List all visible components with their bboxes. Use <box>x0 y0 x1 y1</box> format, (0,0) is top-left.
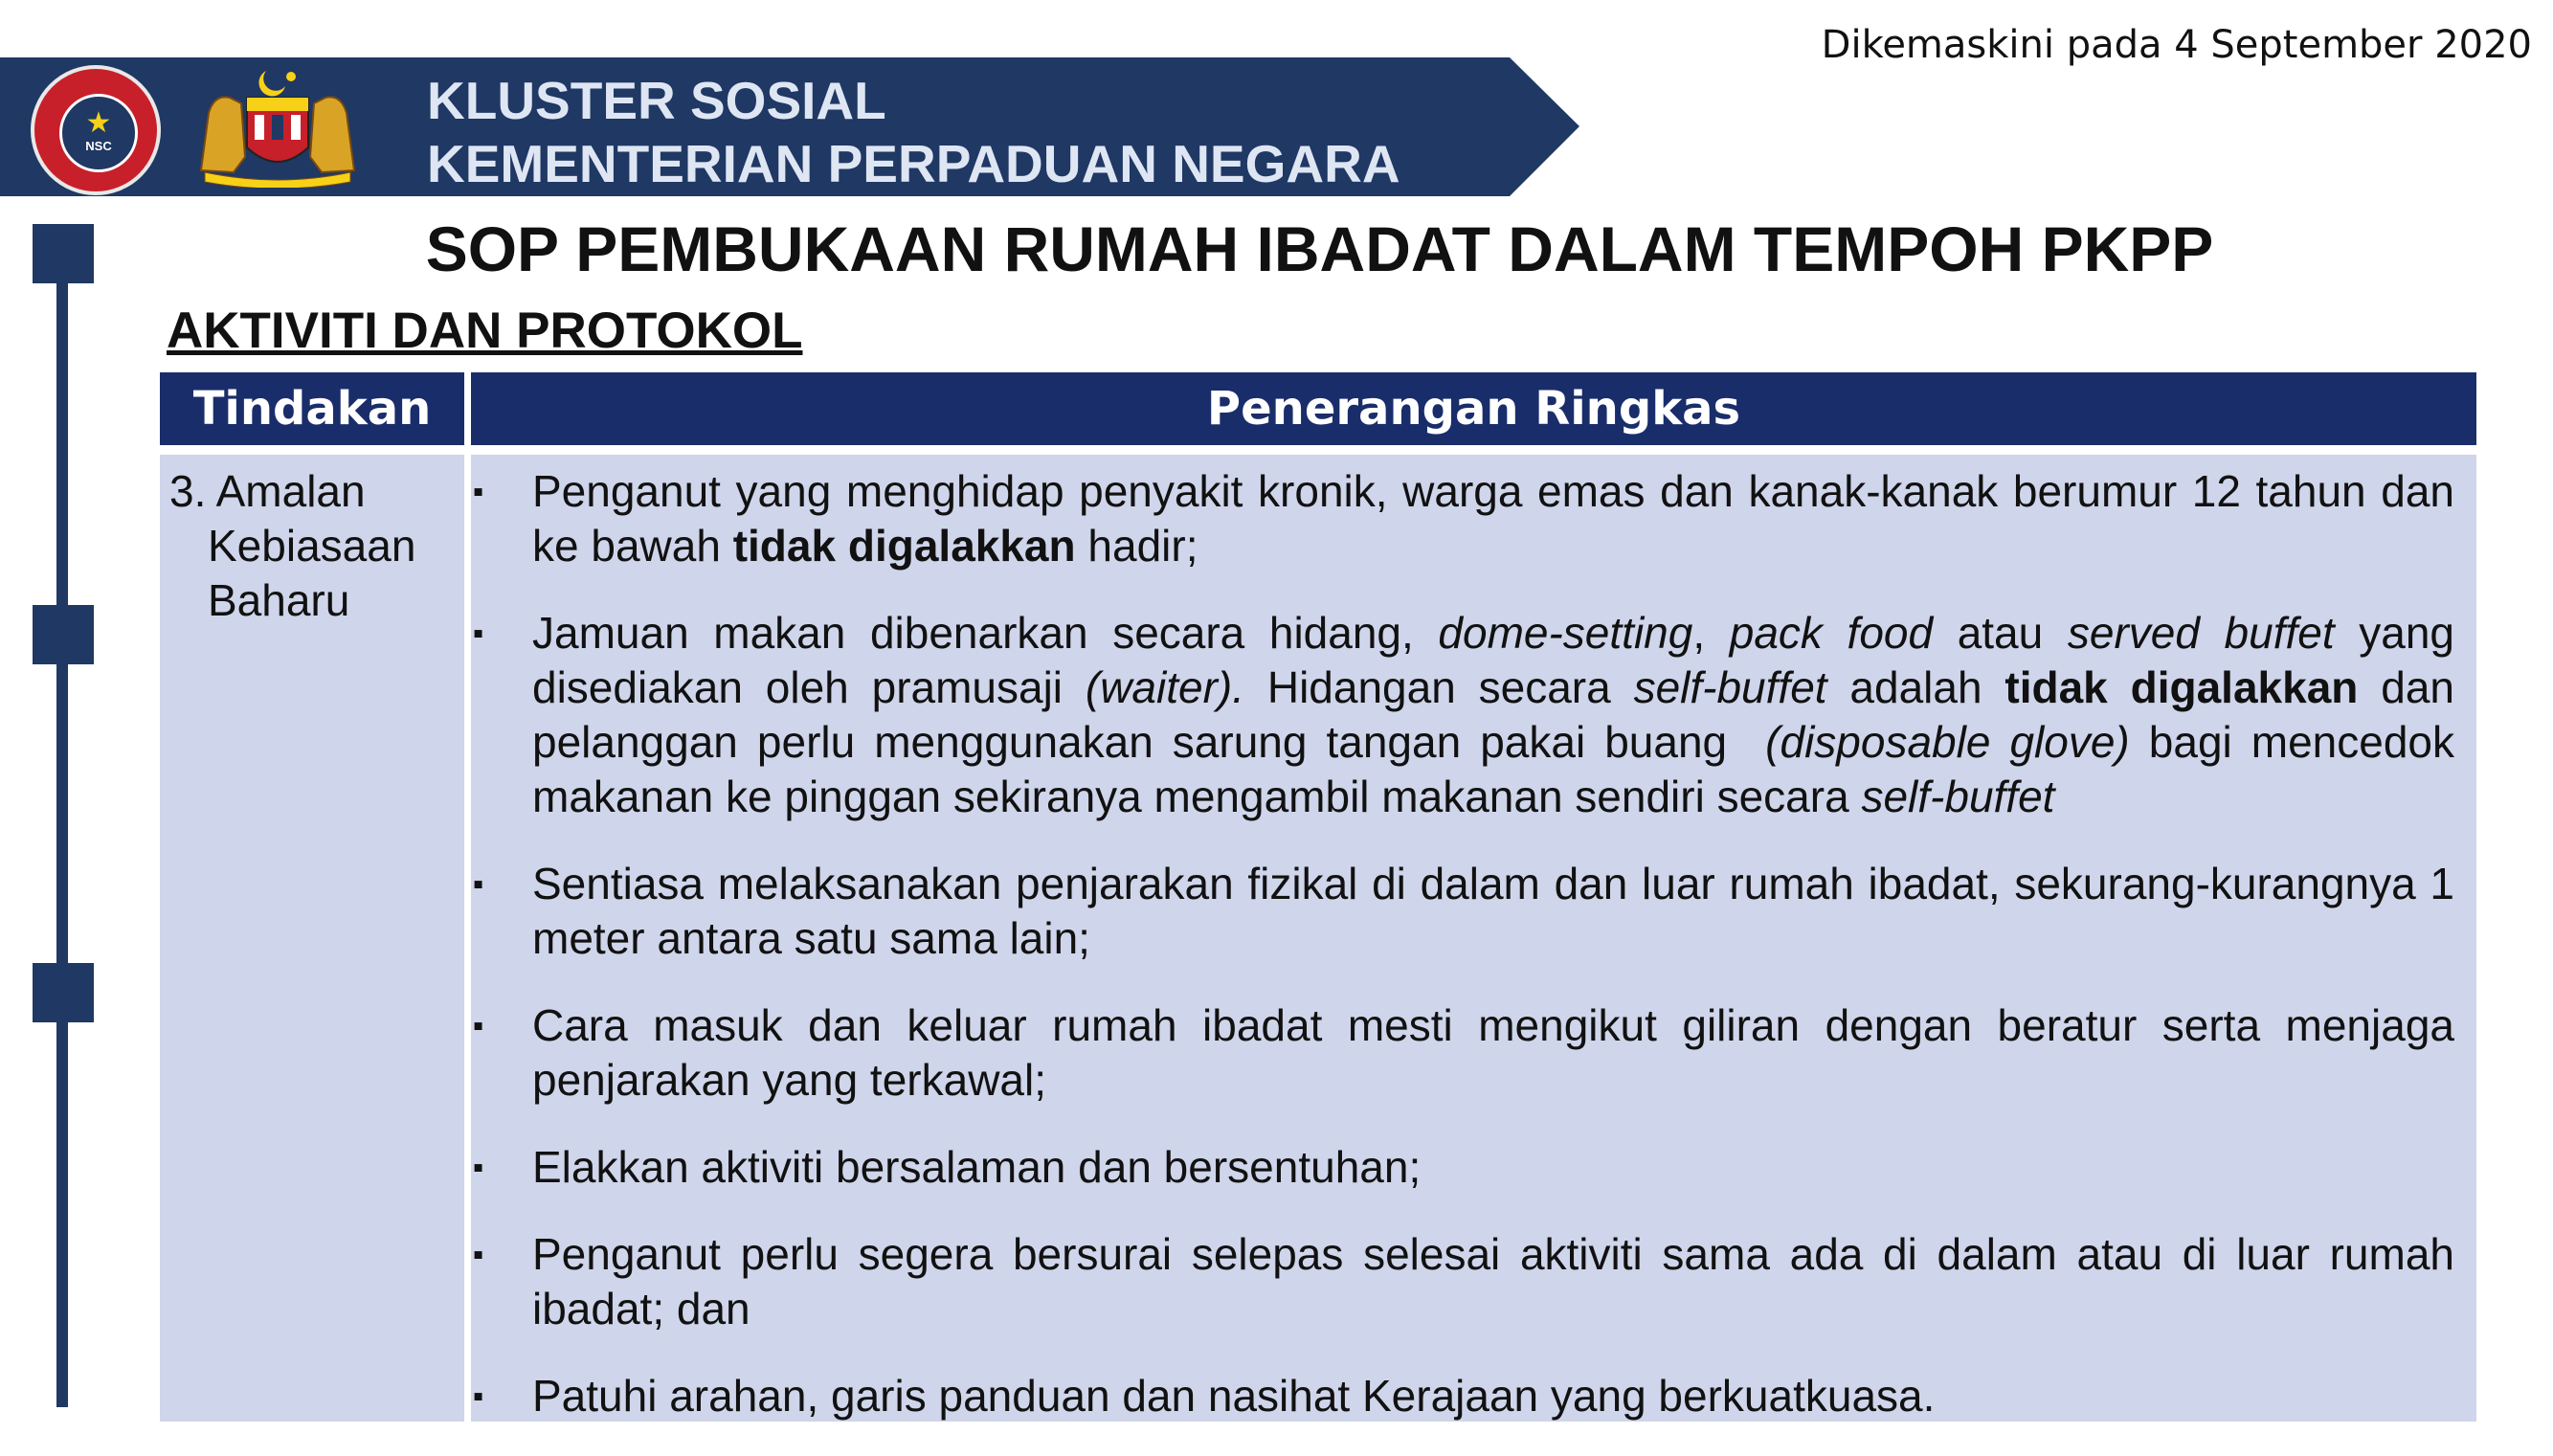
penerangan-list <box>473 464 2454 1456</box>
list-item-text: Cara masuk dan keluar rumah ibadat mesti mengikut giliran dengan beratur serta menjaga penjarakan yang terkawal; <box>532 1000 2454 1105</box>
timeline-marker <box>33 605 94 664</box>
list-item <box>473 998 2454 1108</box>
timeline-marker <box>33 963 94 1022</box>
list-item <box>473 1369 2454 1423</box>
bullet-icon: ▪ <box>473 1150 484 1184</box>
star-icon: ★ <box>85 107 112 139</box>
banner-title <box>427 69 1400 195</box>
list-item <box>473 464 2454 573</box>
section-title: AKTIVITI DAN PROTOKOL <box>167 302 803 359</box>
nsc-logo <box>31 65 161 195</box>
bullet-icon: ▪ <box>473 616 484 650</box>
page-title: SOP PEMBUKAAN RUMAH IBADAT DALAM TEMPOH PKPP <box>425 213 2214 284</box>
list-item-text: Elakkan aktiviti bersalaman dan bersentuhan; <box>532 1142 1422 1192</box>
nsc-label: NSC <box>85 139 112 153</box>
banner-line-2: KEMENTERIAN PERPADUAN NEGARA <box>427 134 1400 193</box>
sop-table <box>160 372 2476 1422</box>
bullet-icon: ▪ <box>473 1378 484 1413</box>
list-item-text: Sentiasa melaksanakan penjarakan fizikal di dalam dan luar rumah ibadat, sekurang-kurangnya 1 meter antara satu sama lain; <box>532 859 2454 963</box>
updated-date: Dikemaskini pada 4 September 2020 <box>1821 23 2532 67</box>
list-item-text: Penganut yang menghidap penyakit kronik, warga emas dan kanak-kanak berumur 12 tahun dan ke bawah tidak digalakkan hadir; <box>532 466 2454 571</box>
nsc-emblem <box>59 94 138 172</box>
timeline-line <box>56 225 68 1407</box>
bullet-icon: ▪ <box>473 474 484 508</box>
list-item <box>473 1227 2454 1336</box>
bullet-icon: ▪ <box>473 1237 484 1271</box>
banner-line-1: KLUSTER SOSIAL <box>427 71 886 130</box>
bullet-icon: ▪ <box>473 866 484 901</box>
tindakan-line: Baharu <box>208 575 350 625</box>
tindakan-text <box>169 464 457 628</box>
list-item <box>473 1140 2454 1195</box>
bullet-icon: ▪ <box>473 1008 484 1042</box>
header-tindakan: Tindakan <box>160 372 464 445</box>
list-item-text: Patuhi arahan, garis panduan dan nasihat Kerajaan yang berkuatkuasa. <box>532 1371 1936 1421</box>
list-item-text: Jamuan makan dibenarkan secara hidang, dome-setting, pack food atau served buffet yang disediakan oleh pramusaji (waiter). Hidangan secara self-buffet adalah tidak digalakkan dan pelanggan perlu menggunakan sarung tangan pakai buang (disposable glove) bagi mencedok makanan ke pinggan sekiranya mengambil makanan sendiri secara self-buffet <box>532 608 2455 821</box>
tindakan-line: 3. Amalan <box>169 466 366 516</box>
list-item <box>473 857 2454 966</box>
jata-negara-logo <box>191 65 364 188</box>
list-item-text: Penganut perlu segera bersurai selepas selesai aktiviti sama ada di dalam atau di luar rumah ibadat; dan <box>532 1229 2454 1333</box>
header-penerangan: Penerangan Ringkas <box>471 372 2476 445</box>
list-item <box>473 606 2454 824</box>
tindakan-line: Kebiasaan <box>208 521 416 571</box>
